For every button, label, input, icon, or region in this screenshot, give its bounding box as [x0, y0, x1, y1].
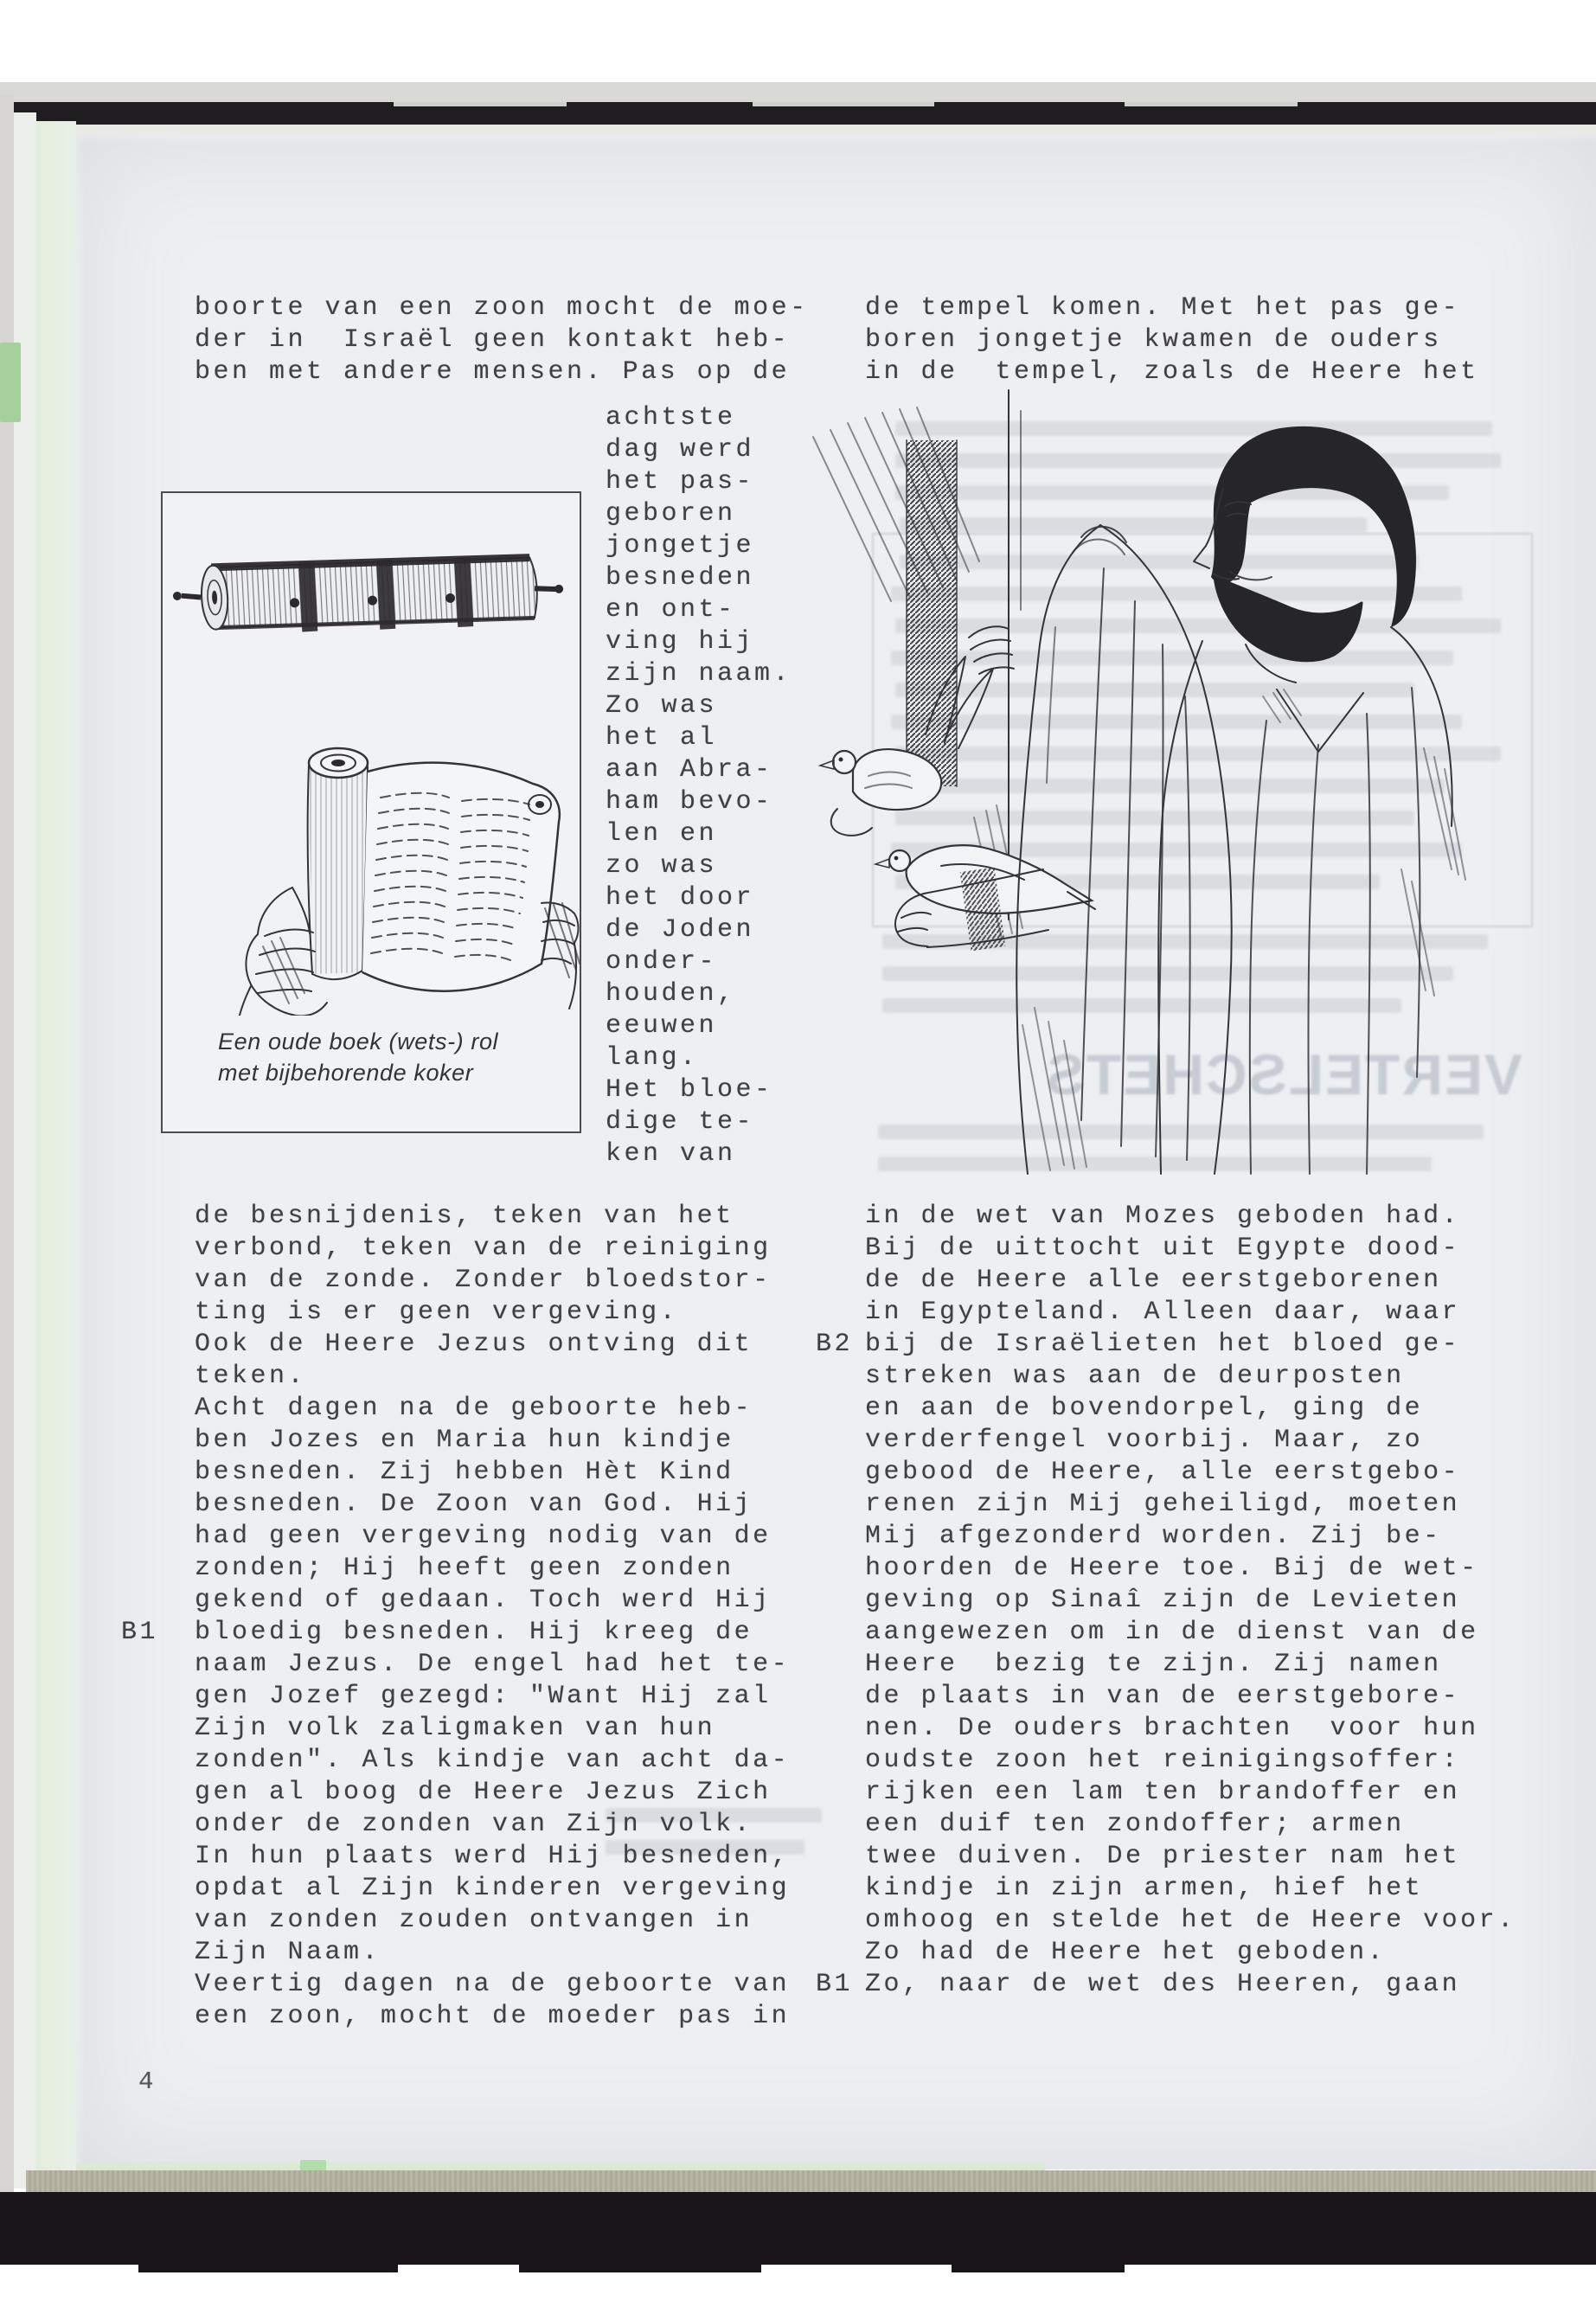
text-line: ting is er geen vergeving.	[195, 1298, 679, 1327]
text-line: omhoog en stelde het de Heere voor.	[865, 1906, 1516, 1935]
column-left	[195, 1201, 852, 2033]
text-line: besneden. De Zoon van God. Hij	[195, 1490, 753, 1519]
green-underlay-page-edge	[36, 121, 76, 2173]
text-line: van zonden zouden ontvangen in	[195, 1906, 753, 1935]
text-line: ben met andere mensen. Pas op de	[195, 357, 791, 387]
green-index-tab	[0, 343, 21, 422]
text-line: Veertig dagen na de geboorte van	[195, 1970, 791, 1999]
band-notch	[753, 102, 934, 106]
text-line: lang.	[606, 1043, 699, 1073]
text-line: nen. De ouders brachten voor hun	[865, 1714, 1479, 1743]
text-line: het al	[606, 723, 718, 753]
text-line: ben Jozes en Maria hun kindje	[195, 1426, 734, 1455]
text-line: onder-	[606, 947, 718, 977]
text-line: streken was aan de deurposten	[865, 1362, 1405, 1391]
text-line: rijken een lam ten brandoffer en	[865, 1778, 1461, 1807]
text-line: ham bevo-	[606, 787, 773, 817]
text-line: aan Abra-	[606, 755, 773, 785]
text-line: Mij afgezonderd worden. Zij be-	[865, 1522, 1442, 1551]
text-line: met bijbehorende koker	[218, 1060, 474, 1086]
band-step	[519, 2265, 761, 2272]
text-line: aangewezen om in de dienst van de	[865, 1618, 1479, 1647]
text-line: kindje in zijn armen, hief het	[865, 1874, 1424, 1903]
text-line: een zoon, mocht de moeder pas in	[195, 2002, 791, 2031]
margin-marker-b1-left: B1	[121, 1618, 159, 1647]
text-line: dag werd	[606, 435, 755, 465]
text-line: ken van	[606, 1139, 736, 1169]
text-line: Zo had de Heere het geboden.	[865, 1938, 1387, 1967]
text-line: en ont-	[606, 595, 736, 625]
text-line: Zo, naar de wet des Heeren, gaan	[865, 1970, 1461, 1999]
text-line: en aan de bovendorpel, ging de	[865, 1394, 1424, 1423]
text-line: Acht dagen na de geboorte heb-	[195, 1394, 753, 1423]
text-line: Een oude boek (wets-) rol	[218, 1029, 499, 1054]
text-line: renen zijn Mij geheiligd, moeten	[865, 1490, 1461, 1519]
text-line: had geen vergeving nodig van de	[195, 1522, 772, 1551]
text-line: bij de Israëlieten het bloed ge-	[865, 1330, 1461, 1359]
text-line: houden,	[606, 979, 736, 1009]
text-line: len en	[606, 819, 718, 849]
page-number: 4	[138, 2067, 157, 2096]
text-line: geboren	[606, 499, 736, 529]
column-top-right	[865, 292, 1540, 388]
text-line: bloedig besneden. Hij kreeg de	[195, 1618, 753, 1647]
text-line: Zo was	[606, 691, 718, 721]
book-bottom-edge-band	[0, 2192, 1596, 2265]
margin-marker-b2-right: B2	[816, 1330, 854, 1359]
scroll-figure-box	[161, 491, 581, 1133]
page-stack-edge	[14, 112, 36, 2189]
text-line: zijn naam.	[606, 659, 792, 689]
text-line: Bij de uittocht uit Egypte dood-	[865, 1234, 1461, 1263]
text-line: geving op Sinaî zijn de Levieten	[865, 1586, 1461, 1615]
margin-marker-b1-right: B1	[816, 1970, 854, 1999]
text-line: besneden	[606, 563, 755, 593]
figure-caption	[218, 1026, 547, 1088]
column-right	[865, 1201, 1548, 2001]
text-line: zonden; Hij heeft geen zonden	[195, 1554, 734, 1583]
text-line: jongetje	[606, 531, 755, 561]
text-line: Zijn Naam.	[195, 1938, 381, 1967]
column-top-left	[195, 292, 835, 388]
text-line: Zijn volk zaligmaken van hun	[195, 1714, 716, 1743]
scroll-and-case-illustration	[163, 497, 580, 1016]
text-line: de Joden	[606, 915, 755, 945]
text-line: gebood de Heere, alle eerstgebo-	[865, 1458, 1461, 1487]
text-line: opdat al Zijn kinderen vergeving	[195, 1874, 791, 1903]
text-line: naam Jezus. De engel had het te-	[195, 1650, 791, 1679]
text-line: gen al boog de Heere Jezus Zich	[195, 1778, 772, 1807]
text-line: ving hij	[606, 627, 755, 657]
text-line: boren jongetje kwamen de ouders	[865, 325, 1442, 355]
book-cloth-bottom-edge	[26, 2170, 1596, 2192]
text-line: in Egypteland. Alleen daar, waar	[865, 1298, 1461, 1327]
band-notch	[394, 102, 567, 106]
text-line: besneden. Zij hebben Hèt Kind	[195, 1458, 734, 1487]
temple-presentation-illustration	[796, 385, 1522, 1189]
text-line: een duif ten zondoffer; armen	[865, 1810, 1405, 1839]
band-step	[138, 2265, 398, 2272]
text-line: de de Heere alle eerstgeborenen	[865, 1266, 1442, 1295]
text-line: Ook de Heere Jezus ontving dit	[195, 1330, 753, 1359]
text-line: oudste zoon het reinigingsoffer:	[865, 1746, 1461, 1775]
text-line: het pas-	[606, 467, 755, 497]
text-line: hoorden de Heere toe. Bij de wet-	[865, 1554, 1479, 1583]
text-line: eeuwen	[606, 1011, 718, 1041]
band-step	[952, 2265, 1125, 2272]
text-line: zo was	[606, 851, 718, 881]
text-line: gen Jozef gezegd: "Want Hij zal	[195, 1682, 772, 1711]
green-underlay-bottom-edge	[76, 2162, 1045, 2170]
text-line: verbond, teken van de reiniging	[195, 1234, 772, 1263]
text-line: Het bloe-	[606, 1075, 773, 1105]
text-line: zonden". Als kindje van acht da-	[195, 1746, 791, 1775]
text-line: van de zonde. Zonder bloedstor-	[195, 1266, 772, 1295]
text-line: In hun plaats werd Hij besneden,	[195, 1842, 791, 1871]
text-line: de plaats in van de eerstgebore-	[865, 1682, 1461, 1711]
text-line: de besnijdenis, teken van het	[195, 1202, 734, 1231]
text-line: achtste	[606, 403, 736, 433]
text-line: teken.	[195, 1362, 307, 1391]
text-line: twee duiven. De priester nam het	[865, 1842, 1461, 1871]
text-line: der in Israël geen kontakt heb-	[195, 325, 791, 355]
text-line: de tempel komen. Met het pas ge-	[865, 293, 1461, 323]
text-line: onder de zonden van Zijn volk.	[195, 1810, 753, 1839]
text-line: dige te-	[606, 1107, 755, 1137]
bleedthrough-mirrored-heading: VERTELSCHETS	[1044, 1042, 1522, 1106]
text-line: verderfengel voorbij. Maar, zo	[865, 1426, 1424, 1455]
text-line: gekend of gedaan. Toch werd Hij	[195, 1586, 772, 1615]
band-notch	[1125, 102, 1298, 106]
text-line: in de wet van Mozes geboden had.	[865, 1202, 1461, 1231]
text-line: Heere bezig te zijn. Zij namen	[865, 1650, 1442, 1679]
text-line: in de tempel, zoals de Heere het	[865, 357, 1479, 387]
text-line: boorte van een zoon mocht de moe-	[195, 293, 809, 323]
text-line: het door	[606, 883, 755, 913]
